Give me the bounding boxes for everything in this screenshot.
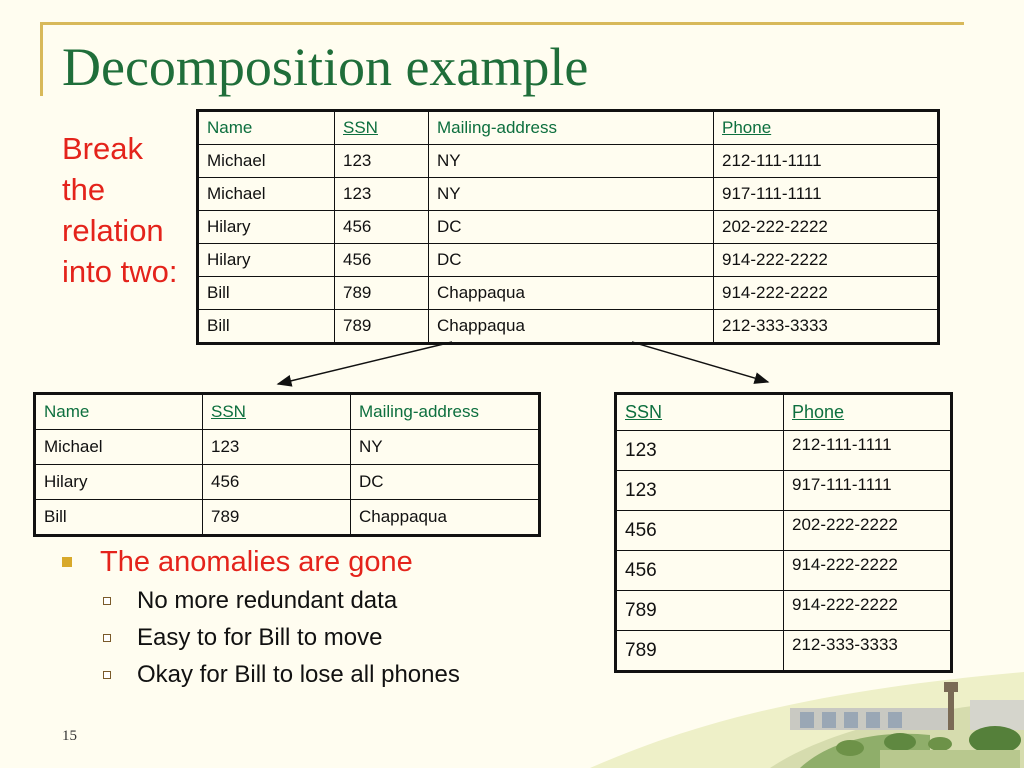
cell-name: Hilary bbox=[198, 211, 335, 244]
cell-ssn: 789 bbox=[335, 310, 429, 344]
header-phone: Phone bbox=[784, 394, 952, 431]
cell-ssn: 456 bbox=[335, 211, 429, 244]
cell-phone: 212-333-3333 bbox=[784, 631, 952, 672]
cell-mailing-address: DC bbox=[429, 211, 714, 244]
cell-mailing-address: NY bbox=[429, 178, 714, 211]
cell-ssn: 123 bbox=[616, 431, 784, 471]
cell-ssn: 789 bbox=[616, 591, 784, 631]
cell-phone: 914-222-2222 bbox=[714, 277, 939, 310]
cell-name: Bill bbox=[35, 500, 203, 536]
table-row bbox=[616, 631, 952, 672]
cell-name: Michael bbox=[35, 430, 203, 465]
cell-name: Bill bbox=[198, 277, 335, 310]
cell-name: Michael bbox=[198, 145, 335, 178]
cell-ssn: 456 bbox=[616, 551, 784, 591]
sub-bullet-text: Easy to for Bill to move bbox=[137, 624, 383, 651]
table-row bbox=[616, 591, 952, 631]
slide-title: Decomposition example bbox=[62, 37, 589, 97]
header-mailing-address: Mailing-address bbox=[351, 394, 540, 430]
cell-ssn: 123 bbox=[335, 145, 429, 178]
table-header-row bbox=[35, 394, 540, 430]
ssn-phone-relation-table bbox=[614, 392, 953, 673]
sub-bullet bbox=[62, 582, 460, 619]
cell-ssn: 789 bbox=[616, 631, 784, 672]
bullet-list bbox=[62, 542, 460, 693]
header-ssn: SSN bbox=[335, 111, 429, 145]
header-name: Name bbox=[35, 394, 203, 430]
bullet-main-text: The anomalies are gone bbox=[100, 546, 413, 578]
cell-phone: 212-111-1111 bbox=[714, 145, 939, 178]
cell-mailing-address: NY bbox=[351, 430, 540, 465]
header-name: Name bbox=[198, 111, 335, 145]
sub-bullet bbox=[62, 656, 460, 693]
cell-ssn: 789 bbox=[335, 277, 429, 310]
arrow-to-right-table bbox=[632, 342, 768, 382]
table-row bbox=[616, 551, 952, 591]
cell-phone: 202-222-2222 bbox=[784, 511, 952, 551]
side-instruction-text: Break the relation into two: bbox=[62, 131, 178, 289]
table-header-row bbox=[616, 394, 952, 431]
cell-phone: 917-111-1111 bbox=[714, 178, 939, 211]
header-ssn: SSN bbox=[616, 394, 784, 431]
header-ssn: SSN bbox=[203, 394, 351, 430]
page-number: 15 bbox=[62, 728, 77, 744]
sub-bullet-text: Okay for Bill to lose all phones bbox=[137, 661, 460, 688]
cell-phone: 212-111-1111 bbox=[784, 431, 952, 471]
cell-mailing-address: DC bbox=[429, 244, 714, 277]
sub-bullet-text: No more redundant data bbox=[137, 587, 398, 614]
cell-name: Michael bbox=[198, 178, 335, 211]
cell-mailing-address: DC bbox=[351, 465, 540, 500]
hollow-square-bullet-icon bbox=[103, 634, 111, 642]
cell-mailing-address: Chappaqua bbox=[429, 310, 714, 344]
cell-mailing-address: NY bbox=[429, 145, 714, 178]
cell-phone: 914-222-2222 bbox=[714, 244, 939, 277]
cell-ssn: 456 bbox=[616, 511, 784, 551]
cell-name: Bill bbox=[198, 310, 335, 344]
header-mailing-address: Mailing-address bbox=[429, 111, 714, 145]
cell-phone: 202-222-2222 bbox=[714, 211, 939, 244]
header-phone: Phone bbox=[714, 111, 939, 145]
hollow-square-bullet-icon bbox=[103, 671, 111, 679]
table-row bbox=[616, 511, 952, 551]
table-row bbox=[35, 430, 540, 465]
cell-phone: 914-222-2222 bbox=[784, 591, 952, 631]
arrow-to-left-table bbox=[278, 342, 452, 384]
cell-phone: 917-111-1111 bbox=[784, 471, 952, 511]
cell-ssn: 123 bbox=[203, 430, 351, 465]
square-bullet-icon bbox=[62, 557, 72, 567]
cell-name: Hilary bbox=[35, 465, 203, 500]
cell-mailing-address: Chappaqua bbox=[429, 277, 714, 310]
table-row bbox=[616, 431, 952, 471]
cell-ssn: 789 bbox=[203, 500, 351, 536]
bullet-main bbox=[62, 542, 460, 582]
cell-ssn: 456 bbox=[203, 465, 351, 500]
hollow-square-bullet-icon bbox=[103, 597, 111, 605]
table-row bbox=[35, 500, 540, 536]
sub-bullet bbox=[62, 619, 460, 656]
table-row bbox=[616, 471, 952, 511]
cell-ssn: 456 bbox=[335, 244, 429, 277]
name-address-relation-table bbox=[33, 392, 541, 537]
cell-phone: 914-222-2222 bbox=[784, 551, 952, 591]
cell-ssn: 123 bbox=[335, 178, 429, 211]
cell-ssn: 123 bbox=[616, 471, 784, 511]
cell-phone: 212-333-3333 bbox=[714, 310, 939, 344]
cell-name: Hilary bbox=[198, 244, 335, 277]
table-row bbox=[35, 465, 540, 500]
cell-mailing-address: Chappaqua bbox=[351, 500, 540, 536]
